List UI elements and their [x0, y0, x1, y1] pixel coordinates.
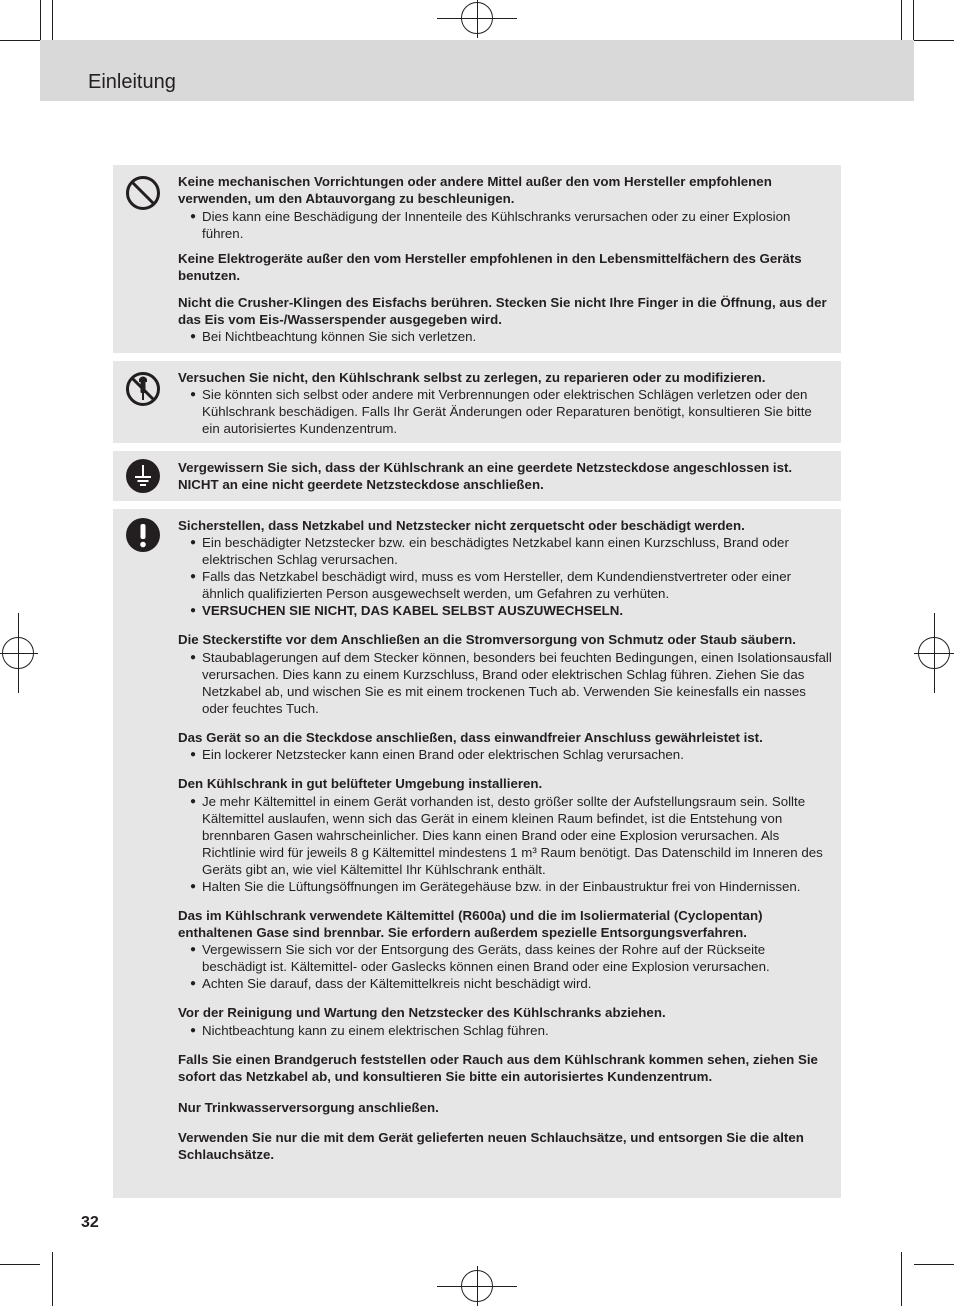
- warning-heading: Nicht die Crusher-Klingen des Eisfachs berühren. Stecken Sie nicht Ihre Finger in die Öffnung, aus der das Eis vom Eis-/Wasserspender ausgegeben wird.: [178, 294, 827, 328]
- warning-heading: Vergewissern Sie sich, dass der Kühlschrank an eine geerdete Netzsteckdose angeschlossen ist. NICHT an eine nicht geerdete Netzsteckdose anschließen.: [178, 460, 793, 493]
- crop-mark-bl-h: [0, 1264, 40, 1265]
- registration-line-bottom-v: [477, 1266, 478, 1306]
- bullet-list: [178, 208, 833, 242]
- header-band: [40, 40, 914, 101]
- warning-heading: Verwenden Sie nur die mit dem Gerät gelieferten neuen Schlauchsätze, und entsorgen Sie die alten Schlauchsätze.: [178, 1130, 804, 1163]
- bullet-item: ● Halten Sie die Lüftungsöffnungen im Gerätegehäuse bzw. in der Einbaustruktur frei von Hindernissen.: [202, 878, 833, 895]
- warning-heading: Den Kühlschrank in gut belüfteter Umgebung installieren.: [178, 776, 543, 792]
- registration-line-top-v: [477, 0, 478, 38]
- warning-heading: Sicherstellen, dass Netzkabel und Netzstecker nicht zerquetscht oder beschädigt werden.: [178, 518, 745, 533]
- bullet-item: ● Bei Nichtbeachtung können Sie sich verletzen.: [202, 328, 833, 345]
- bullet-list: [178, 534, 833, 619]
- bullet-item: ● Dies kann eine Beschädigung der Innenteile des Kühlschranks verursachen oder zu einer Explosion führen.: [202, 208, 833, 242]
- box-content: [178, 369, 833, 437]
- bullet-item: ● Ein lockerer Netzstecker kann einen Brand oder elektrischen Schlag verursachen.: [202, 746, 833, 763]
- prohibited-icon: [125, 175, 161, 211]
- bullet-list: [178, 941, 833, 992]
- warning-heading: Vor der Reinigung und Wartung den Netzstecker des Kühlschranks abziehen.: [178, 1005, 666, 1021]
- no-disassembly-icon: [125, 371, 161, 407]
- bullet-item: ● Ein beschädigter Netzstecker bzw. ein beschädigtes Netzkabel kann einen Kurzschluss, Brand oder elektrischen Schlag verursachen.: [202, 534, 833, 568]
- crop-mark-br-h: [914, 1264, 954, 1265]
- registration-line-left-h: [0, 653, 38, 654]
- bullet-list: [178, 746, 833, 763]
- warning-heading: Das Gerät so an die Steckdose anschließen, dass einwandfreier Anschluss gewährleistet ist.: [178, 729, 763, 745]
- warning-box-caution: [113, 509, 841, 1198]
- bullet-item: ● Falls das Netzkabel beschädigt wird, muss es vom Hersteller, dem Kundendienstvertreter oder einer ähnlich qualifizierten Person ausgewechselt werden, um Gefahren zu verhüten.: [202, 568, 833, 602]
- bullet-list: [178, 328, 833, 345]
- bullet-item: ● Je mehr Kältemittel in einem Gerät vorhanden ist, desto größer sollte der Aufstellungsraum sein. Sollte Kältemittel auslaufen, wenn sich das Gerät in einem kleinen Raum befindet, ist die Entstehung von brennbaren Gasen wahrscheinlicher. Dies kann einen Brand oder eine Explosion verursachen. Als Richtlinie wird für jeweils 8 g Kältemittel mindestens 1 m³ Raum benötigt. Das Datenschild im Inneren des Geräts gibt an, wie viel Kältemittel Ihr Kühlschrank enthält.: [202, 793, 833, 878]
- section-title: Einleitung: [88, 71, 176, 93]
- box-content: [178, 173, 833, 345]
- bullet-item: ● Staubablagerungen auf dem Stecker können, besonders bei feuchten Bedingungen, einen Isolationsausfall verursachen. Dies kann zu einem Kurzschluss, Brand oder elektrischen Schlag führen. Ziehen Sie das Netzkabel ab, und wischen Sie es mit einem trockenen Tuch ab. Verwenden Sie keinesfalls ein nasses oder feuchtes Tuch.: [202, 649, 833, 717]
- warning-heading: Nur Trinkwasserversorgung anschließen.: [178, 1099, 439, 1115]
- crop-mark-bl-v: [52, 1252, 53, 1306]
- registration-line-left-v: [18, 613, 19, 693]
- crop-mark-br-v: [901, 1252, 902, 1306]
- bullet-item: ● Sie könnten sich selbst oder andere mit Verbrennungen oder elektrischen Schlägen verletzen oder den Kühlschrank beschädigen. Falls Ihr Gerät Änderungen oder Reparaturen benötigt, konsultieren Sie bitte ein autorisiertes Kundenzentrum.: [202, 386, 833, 437]
- page-number: 32: [81, 1214, 99, 1231]
- bullet-item: ● Vergewissern Sie sich vor der Entsorgung des Geräts, dass keines der Rohre auf der Rückseite beschädigt ist. Kältemittel- oder Gaslecks können einen Brand oder eine Explosion verursachen.: [202, 941, 833, 975]
- box-content: [178, 459, 833, 494]
- bullet-list: [178, 793, 833, 895]
- warning-heading: Keine mechanischen Vorrichtungen oder andere Mittel außer den vom Hersteller empfohlenen verwenden, um den Abtauvorgang zu beschleunigen.: [178, 174, 772, 207]
- bullet-list: [178, 649, 833, 717]
- bullet-item: ● Nichtbeachtung kann zu einem elektrischen Schlag führen.: [202, 1022, 833, 1039]
- warning-box-no-disassembly: [113, 361, 841, 443]
- bullet-list: [178, 1022, 833, 1039]
- ground-icon: [125, 458, 161, 494]
- crop-mark-tl-v: [40, 0, 41, 40]
- crop-mark-tl-h: [0, 40, 40, 41]
- warning-heading: Die Steckerstifte vor dem Anschließen an die Stromversorgung von Schmutz oder Staub säubern.: [178, 632, 796, 648]
- crop-mark-tr-h: [914, 40, 954, 41]
- warning-exclamation-icon: [125, 517, 161, 553]
- bullet-item: ● Achten Sie darauf, dass der Kältemittelkreis nicht beschädigt wird.: [202, 975, 833, 992]
- crop-mark-tr-v: [913, 0, 914, 40]
- registration-line-right-v: [934, 613, 935, 693]
- warning-heading: Keine Elektrogeräte außer den vom Hersteller empfohlenen in den Lebensmittelfächern des Geräts benutzen.: [178, 250, 802, 284]
- warning-heading: Versuchen Sie nicht, den Kühlschrank selbst zu zerlegen, zu reparieren oder zu modifizieren.: [178, 370, 766, 385]
- box-content: [178, 517, 833, 1164]
- bullet-item: ● VERSUCHEN SIE NICHT, DAS KABEL SELBST AUSZUWECHSELN.: [202, 602, 833, 619]
- warning-box-prohibited: [113, 165, 841, 353]
- warning-heading: Das im Kühlschrank verwendete Kältemittel (R600a) und die im Isoliermaterial (Cyclopentan) enthaltenen Gase sind brennbar. Sie erfordern außerdem spezielle Entsorgungsverfahren.: [178, 907, 763, 941]
- warning-heading: Falls Sie einen Brandgeruch feststellen oder Rauch aus dem Kühlschrank kommen sehen, ziehen Sie sofort das Netzkabel ab, und konsultieren Sie bitte ein autorisiertes Kundenzentrum.: [178, 1051, 818, 1085]
- bullet-list: [178, 386, 833, 437]
- warning-box-ground: [113, 451, 841, 501]
